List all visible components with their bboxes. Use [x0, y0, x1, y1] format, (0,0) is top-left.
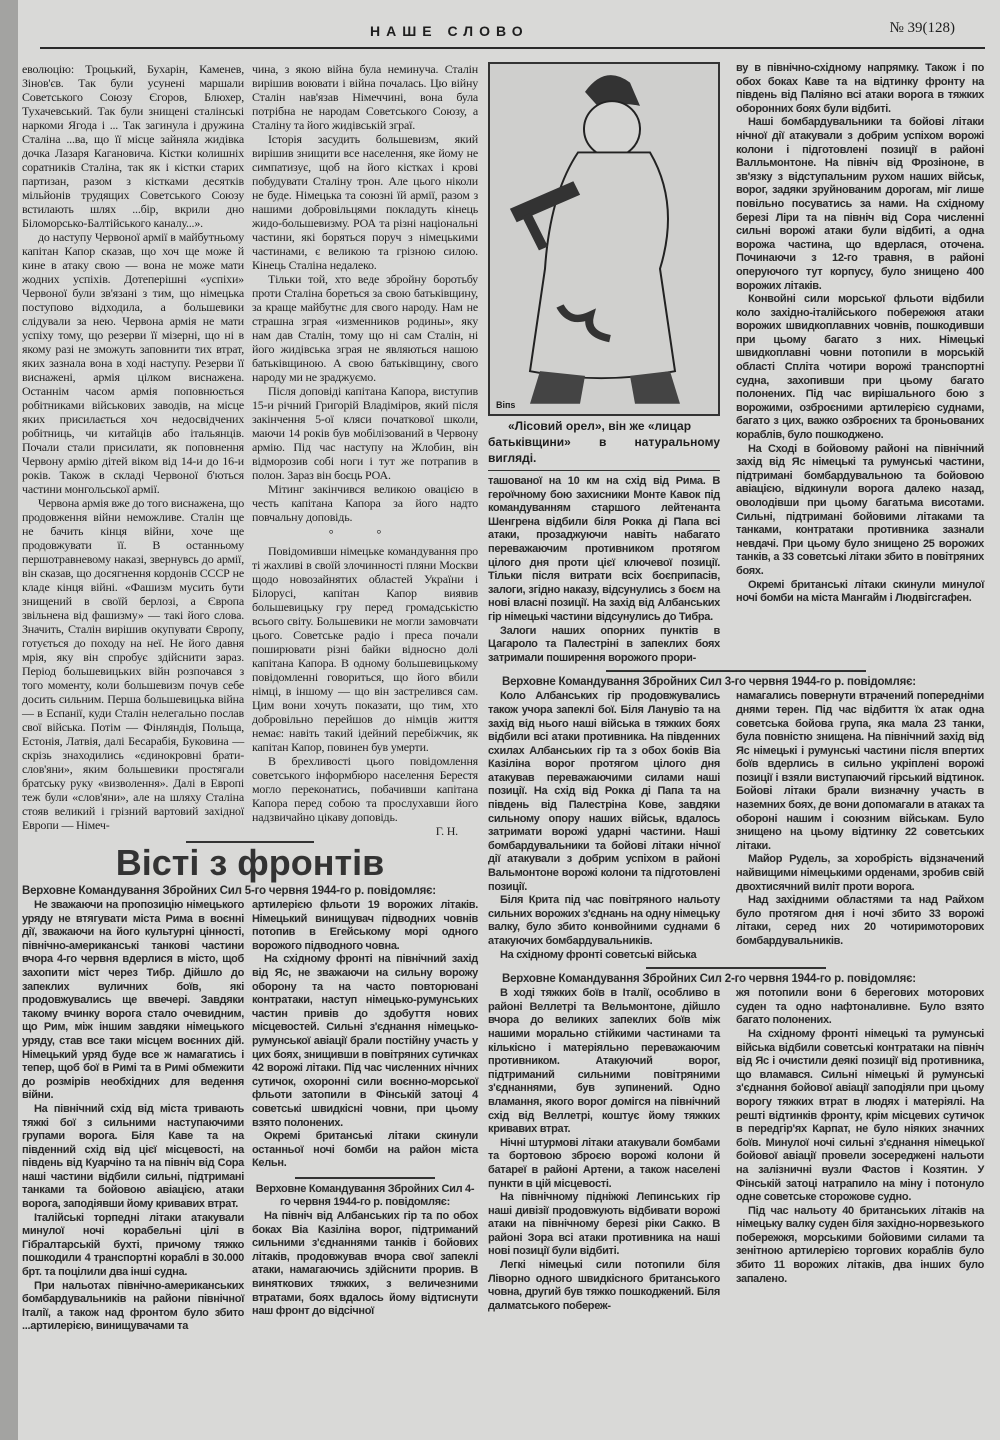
paragraph: При нальотах північно-американських бомбардувальників на райони північної Італії, а також над фронтом було збито ...артилерією, винищувачами та: [22, 1279, 244, 1333]
news-column-4-top: [736, 62, 984, 606]
paragraph: ву в північно-східному напрямку. Також і по обох боках Каве та на відтинку фронту на південь від Паліяно всі атаки ворога в тяжких оборонних боях були відбиті.: [736, 62, 984, 115]
scan-edge: [0, 0, 18, 1440]
paragraph: Біля Крита під час повітряного нальоту сильних ворожих з'єднань на одну німецьку валку, було збито конвойними суднами 6 атакуючих бомбардувальників.: [488, 894, 720, 947]
paragraph: На північ від Албанських гір та по обох боках Віа Казіліна ворог, підтриманий сильними з'єднаннями танків і бойових літаків, продовжував вчора свої запеклі атаки, намагаючись здійснити прорив. В виняткових тяжких, з величезними втратами, боях вдалось йому відтиснути наш фронт до відсічної: [252, 1210, 478, 1318]
bulletin-title-june3: Верховне Командування Збройних Сил 3-го червня 1944-го р. повідомляє:: [502, 676, 916, 689]
paragraph: На Сході в бойовому районі на північний захід від Яс німецькі та румунські частини, підтримані бомбардувальною та бойовою авіацією, відкинули ворога далеко назад, оволодівши при цьому багатьма висотами. Сильні, підтримані бойовими літаками та танками, контратаки противника зазнали невдачі. При цьому було знищено 25 ворожих танків, а 33 советські літаки збито в повітряних боях.: [736, 442, 984, 577]
cartoon-drawing: [490, 64, 718, 414]
paragraph: На північному підніжжі Лепинських гір наші дивізії продовжують відбивати ворожі атаки на північному березі ріки Сакко. В районі Зора всі атаки противника на наші нові позиції були відбиті.: [488, 1191, 720, 1258]
divider: [488, 470, 720, 471]
section-headline: Вісті з фронтів: [115, 842, 385, 883]
column-3-text: [488, 475, 720, 665]
paragraph: жя потопили вони 6 берегових моторових суден та одно нафтоналивне. Було взято багато полонених.: [736, 987, 984, 1027]
issue-number: № 39(128): [889, 20, 955, 36]
paragraph: Окремі британські літаки скинули минулої ночі бомби на міста Мангайм і Людвігсгафен.: [736, 578, 984, 605]
cartoon-illustration: [488, 62, 720, 416]
bulletin-june5-right: [252, 899, 478, 1319]
paragraph: Майор Рудель, за хоробрість відзначений найвищими німецькими орденами, зробив свій двохтисячний виліт проти ворога.: [736, 853, 984, 893]
paragraph: Конвойні сили морської фльоти відбили коло західно-італійського побережжя атаки ворожих швидкоплавних човнів, пошкодивши при цьому багато з них. Німецькі швидкоплавні човни потопили в морській області Спліта чотири ворожі транспортні судна, захопивши при цьому багато полонених. Під час вирішального бою з ворожими, озброєними артилерією суднами, багато з цих, важко озброєних та броньованих кораблів, було пошкоджено.: [736, 293, 984, 442]
paragraph: Червона армія вже до того виснажена, що продовження війни неможливе. Сталін ще не бачить кінця війни, хоче ще продовжувати її. В останньому першотравневому наказі, звернувсь до армії, він сказав, що досягнення кордонів СССР не кладе кінця війні. «Фашизм мусить бути знищений в своїй берлозі, а Європа звільнена від фашизму» — такі його слова. Значить, Сталін вирішив окупувати Європу, готується до походу на неї. Не його давня мрія, яку він спробує здійснити зараз. Період большевицьких війн розпочався з того моменту, коли большевизм почув себе досить сильним. Перша большевицька війна — в Еспанії, куди Сталін нелегально послав свої війська. Потім — Фінляндія, Польща, Естонія, Латвія, далі Бесарабія, Буковина — скрізь знаходились «єдинокровні брати-слов'яни», яким большевики простягали братську руку «визволення». Далі в Европі теж були «слов'яни», але на шляху Сталіна стояв великий і грізний вартовий західної Европи — Німеч-: [22, 496, 244, 832]
divider: [295, 1177, 435, 1179]
paragraph: В ході тяжких боїв в Італії, особливо в районі Веллетрі та Вельмонтоне, дійшло вчора до великих запеклих боїв між нашими морально стійкими частинами та кількісно і матеріяльно переважаючим противником. Атакуючий ворог, підтриманий сильними повітряними з'єднаннями, був зупинений. Одно вламання, якого ворог домігся на північний схід від Веллетрі, коштує йому тяжких кривавих втрат.: [488, 987, 720, 1136]
paragraph: Історія засудить большевизм, який вирішив знищити все населення, яке йому не симпатизує, щоб на його кістках і крові побудувати Сталіну трон. Але цього ніколи не буде. Німецька та союзні їй армії, разом з нашими добровільцями покладуть кінець жидо-большевизму. РОА та різні національні частини, які боряться поруч з німецькими частинами, є великою та грізною силою. Кінець Сталіна недалеко.: [252, 132, 478, 272]
left-region: [22, 62, 478, 1334]
paragraph: Нічні штурмові літаки атакували бомбами та бортовою зброєю ворожі колони й батареї в районі Артени, а також населені пункти в цій місцевості.: [488, 1136, 720, 1190]
article-column-1: [22, 62, 244, 832]
paragraph: еволюцію: Троцький, Бухарін, Каменев, Зінов'єв. Так були усунені маршали Советського Союзу Єгоров, Блюхер, Тухачевський. Так були знищені сталінські наркоми Ягода і ... Так загинула і дружина Сталіна ...ва, що її місце зайняла жидівка дочка Лазаря Кагановича. Кістки колишніх соратників Сталіна, так як і кістки старих партизан, разом з кістками десятків мільйонів трудящих Советського Союзу встилають шлях ...бір, вкрили дно Біломорсько-Балтійського каналу...».: [22, 62, 244, 230]
caption-line: батьківщини» в натуральному вигляді.: [488, 435, 720, 465]
paragraph: Повідомивши німецьке командування про ті жахливі в своїй злочинності пляни Москви щодо новозайнятих областей України і Білорусі, капітан Капор виявив большевицьку гру перед громадськістю всього світу. Большевики не могли замовчати цього. Советське радіо і преса почали поширювати різні байки відносно долі капітана Капора. В одному большевицькому повідомленні говориться, що його вбили німці, в іншому — що він застрелився сам. Цим вони хочуть показати, що тим, хто добровільно перейшов до німців життя немає: навіть такий ідейний перебіжчик, як капітан Капор, повинен був умерти.: [252, 544, 478, 754]
paragraph: Наші бомбардувальники та бойові літаки нічної дії атакували з добрим успіхом ворожі колони і підготовлені позиції в районі Валльмонтоне. На північ від Фрозіноне, в зв'язку з відступальним рухом наших військ, ворог, задяки зруйнованим дорогам, міг лише повільно посуватись за нами. На східному березі Ліри та на північ від Сора численні сильні ворожі атаки були відбиті, а одна ворожа частина, що вдерлася, оточена. Починаючи з 12-го травня, в районі оперуючого тут корпусу, було знищено 400 ворожих літаків.: [736, 116, 984, 292]
paragraph: ташованої на 10 км на схід від Рима. В героїчному бою захисники Монте Кавок під командуванням старшого лейтенанта Шенгрена відбили біля Рокка ді Папа всі атаки, прозаджуючи навіть набагато переважаючим противником протягом цілого дня проти цієї ключевої позиції. Тільки після витрати всіх боєприпасів, залоги, згідно наказу, відсунулись з боєм на нові власні позиції. На захід від Албанських гір німецькі частини відсунулись до Тибра.: [488, 475, 720, 623]
paragraph: Коло Албанських гір продовжувались також учора запеклі бої. Біля Ланувіо та на захід від нього наші війська в тяжких боях відбили всі атаки противника. На південних схилах Албанських гір та з обох боків Віа Казіліна ворог протягом цілого дня атакував переважаючими силами наші позиції. На схід від Рокка ді Папа та на південь від Палестріна Кове, завдяки сильному опору наших військ, вдалось затримати ворожі ударні частини. Наші бомбардувальники та бойові літаки нічної дії атакували з добрим успіхом в районі Вальмонтоне ворожі колони та підготовлені позиції.: [488, 690, 720, 893]
artist-mark: Віпs: [496, 400, 516, 410]
paragraph: чина, з якою війна була неминуча. Сталін вирішив воювати і війна почалась. Цю війну Сталін нав'язав Німеччині, вона була потрібна не народам Советського Союзу, а Сталіну та його жидівській зграї.: [252, 62, 478, 132]
paragraph: Під час нальоту 40 британських літаків на німецьку валку суден біля західно-норвезького побережжя, морськими бойовими силами та зенітною артилерією торгових кораблів було збито 11 ворожих літаків, два інших було запалено.: [736, 1204, 984, 1285]
paragraph: Італійські торпедні літаки атакували минулої ночі корабельні цілі в Гібралтарській бухті, причому тяжко пошкодили 4 транспортні кораблі в 30.000 брт. та поцілили два інші судна.: [22, 1211, 244, 1279]
cartoon-caption: [488, 418, 720, 466]
paragraph: В брехливості цього повідомлення советського інформбюро населення Берестя могло переконатись, побачивши капітана Капора перед собою та прослухавши його надзвичайно цікаву доповідь.: [252, 754, 478, 824]
bulletin-june2-left: [488, 987, 720, 1313]
bulletin-june3-left: [488, 690, 720, 962]
right-region: [488, 62, 984, 1313]
masthead: [40, 15, 985, 49]
paragraph: до наступу Червоної армії в майбутньому капітан Капор сказав, що хоч ще може й кине в атаку свою — вона не може мати жодних успіхів. Дотеперішні «успіхи» Червоної були зв'язані з тим, що німецька поступово відходила, а большевики слідували за нею. Червона армія не мати успіху тому, що резерви її мізерні, що ні в якому разі не зможуть заповнити тих втрат, яких зазнала вона в ході наступу. Резерви її виснажені, армія цілком виснажена. Останнім часом армія поповнюється робітниками військових заводів, на місце яких присилається хоч недосвідчених робітниць, чи китайців або італьянців. Почали стали присилати, як поповнення Червону армію дітей віком від 14-и до 16-и років. Також в складі Червоної б'ються частини монгольської армії.: [22, 230, 244, 496]
newspaper-title: НАШЕ СЛОВО: [370, 23, 529, 39]
bulletin-title-june2: Верховне Командування Збройних Сил 2-го червня 1944-го р. повідомляє:: [502, 973, 916, 986]
paragraph: Над західними областями та над Райхом було протягом дня і ночі збито 33 ворожі літаки, серед них 20 чотиримоторових бомбардувальників.: [736, 894, 984, 947]
paragraph: артилерією фльоти 19 ворожих літаків. Німецький винищувач підводних човнів потопив в Егейському морі одного ворожого підводного човна.: [252, 899, 478, 952]
bulletin-june3-right: [736, 690, 984, 948]
author-signature: Г. Н.: [435, 824, 458, 838]
divider: [606, 670, 866, 672]
paragraph: Окремі британські літаки скинули останньої ночі бомби на район міста Кельн.: [252, 1130, 478, 1170]
paragraph: Тільки той, хто веде збройну боротьбу проти Сталіна бореться за свою батьківщину, за краще майбутнє для свого народу. Нам не страшна зграя «изменников родины», яку нам дав Сталін, тому що ні сам Сталін, ні його жидівська зграя не являються нашою батьківщиною. А свою батьківщину, свого народу ми не зраджуємо.: [252, 272, 478, 384]
caption-line: «Лісовий орел», він же «лицар: [508, 419, 692, 433]
paragraph: На східному фронті на північний захід від Яс, не зважаючи на сильну ворожу оборону та на часто повторювані контратаки, наступ німецько-румунських частин привів до здобуття нових місцевостей. Сильні з'єднання німецько-румунської авіації брали постійну участь у цих боях, знищивши в повітряних сутичках 42 ворожі літаки. Під час численних нічних сутичок, охоронні сили воєнно-морської фльоти затопили в Фінській затоці 4 советські швидкісні човни, при цьому взято полонених.: [252, 953, 478, 1129]
paragraph: Не зважаючи на пропозицію німецького уряду не втягувати міста Рима в воєнні дії, зважаючи на його культурні цінності, північно-американські танкові частини вчора 4-го червня вдерлися в місто, щоб захопити міст через Тибр. Дійшло до запеклих вуличних боїв, які продовжувались ще ввечері. Завдяки такому вчинку ворога стало очевидним, що Рим, між іншим завдяки німецького уряду, став все таки місцем воєнних дій. Німецький уряд буде все ж намагатись і тепер, щоб бої в Римі та в Римі обмежити до розмірів необхідних для ведення війни.: [22, 899, 244, 1102]
paragraph: Залоги наших опорних пунктів в Цагароло та Палестріні в запеклих боях затримали поширення ворожого прори-: [488, 624, 720, 664]
paragraph: На східному фронті советські війська: [500, 948, 697, 961]
section-separator: ° °: [328, 527, 402, 541]
bulletin-june5-left: [22, 899, 244, 1334]
article-column-2: [252, 62, 478, 838]
paragraph: Легкі німецькі сили потопили біля Ліворно одного швидкісного британського човна, другий був тяжко пошкоджений. Біля далматського побереж-: [488, 1259, 720, 1312]
paragraph: На північний схід від міста тривають тяжкі бої з сильними наступаючими групами ворога. Біля Каве та на південний схід від цієї місцевості, на південь від Куарчіно та на північ від Сора наші частини відбили сильні, підтримані танками та бойовою авіацією, атаки ворога, заподіявши йому кривавих втрат.: [22, 1102, 244, 1211]
paragraph: намагались повернути втрачений попередніми днями терен. Під час відбиття їх атак одна советська бойова група, яка мала 23 танки, була повністю знищена. На північний захід від Яс німецькі і румунські частини після впертих боїв вдерлись в сильно укріплені ворожі позиції і взяли виступаючий гірський відтинок. Бойові літаки брали визначну участь в наземних боях, де вони допомагали в атаках та обороні нашим і союзним військам. Було знищено на цьому відтинку 22 советських літаки.: [736, 690, 984, 852]
bulletin-june2-right: [736, 987, 984, 1286]
bulletin-title-june4: Верховне Командування Збройних Сил 4-го червня 1944-го р. повідомляє:: [255, 1182, 475, 1209]
news-column-3-top: [488, 62, 720, 665]
paragraph: Після доповіді капітана Капора, виступив 15-и річний Григорій Владіміров, який після закінчення 5-ої кляси початкової школи, маючи 14 років був мобілізований в Червону армію. Під час наступу на Жлобин, він відморозив собі ноги і тут же потрапив в полон. Зараз він боєць РОА.: [252, 384, 478, 482]
divider: [646, 967, 826, 969]
paragraph: На східному фронті німецькі та румунські війська відбили советські контратаки на північ від Яс і очистили деякі позиції від противника, що вламався. Сильні німецькі й румунські з'єднання бойової авіації заподіяли при цьому ворогу тяжких втрат в людях і матеріялі. На решті відтинків фронту, крім місцевих сутичок в передгір'ях Карпат, не було ніяких значних боїв. Минулої ночі сильні з'єднання німецької бойової авіації провели зосереджені нальоти на залізничні вузли Фастов і Козятин. У Фінській затоці натрапило на міну і потонуло одне советське сторожове судно.: [736, 1027, 984, 1204]
bulletin-title-june5: Верховне Командування Збройних Сил 5-го червня 1944-го р. повідомляє:: [22, 885, 436, 897]
paragraph: Мітинг закінчився великою овацією в честь капітана Капора за його надто повчальну доповідь.: [252, 482, 478, 524]
